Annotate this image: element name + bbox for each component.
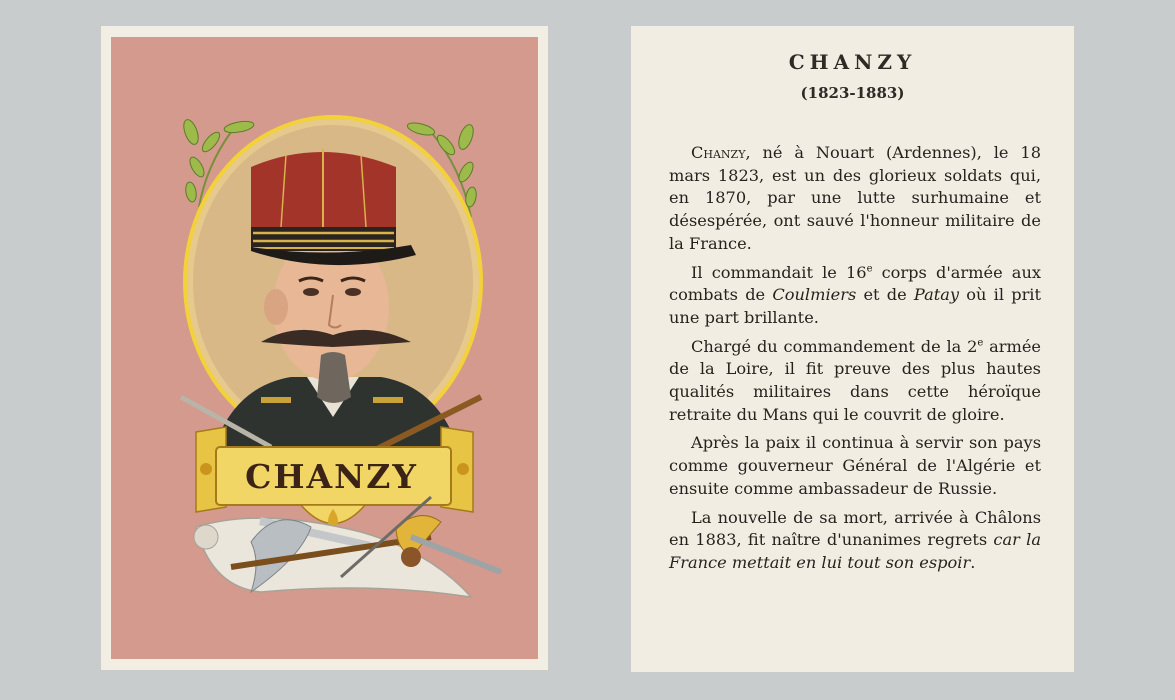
portrait-illustration (111, 37, 538, 659)
bio-paragraph-5: La nouvelle de sa mort, arrivée à Châlons en 1883, fit naître d'unanimes regrets car la France mettait en lui tout son espoir. (669, 507, 1041, 572)
bio-paragraph-3: Chargé du commandement de la 2e armée de la Loire, il fit preuve des plus hautes qualités militaires dans cette héroïque retraite du Mans qui le couvrit de gloire. (669, 336, 1041, 424)
front-card (101, 26, 548, 670)
biography-text (669, 142, 1041, 581)
front-card-panel (111, 37, 538, 659)
bio-dates: (1823-1883) (800, 84, 905, 102)
banner-name-text: CHANZY (245, 457, 418, 496)
kepi-cap (251, 149, 416, 265)
bio-title: CHANZY (788, 50, 917, 74)
back-card (631, 26, 1074, 672)
bio-paragraph-2: Il commandait le 16e corps d'armée aux combats de Coulmiers et de Patay où il prit une part brillante. (669, 262, 1041, 327)
bio-paragraph-4: Après la paix il continua à servir son pays comme gouverneur Général de l'Algérie et ensuite comme ambassadeur de Russie. (669, 433, 1041, 498)
bio-paragraph-1: Chanzy, né à Nouart (Ardennes), le 18 mars 1823, est un des glorieux soldats qui, en 1870, par une lutte surhumaine et désespérée, ont sauvé l'honneur militaire de la France. (669, 143, 1041, 253)
